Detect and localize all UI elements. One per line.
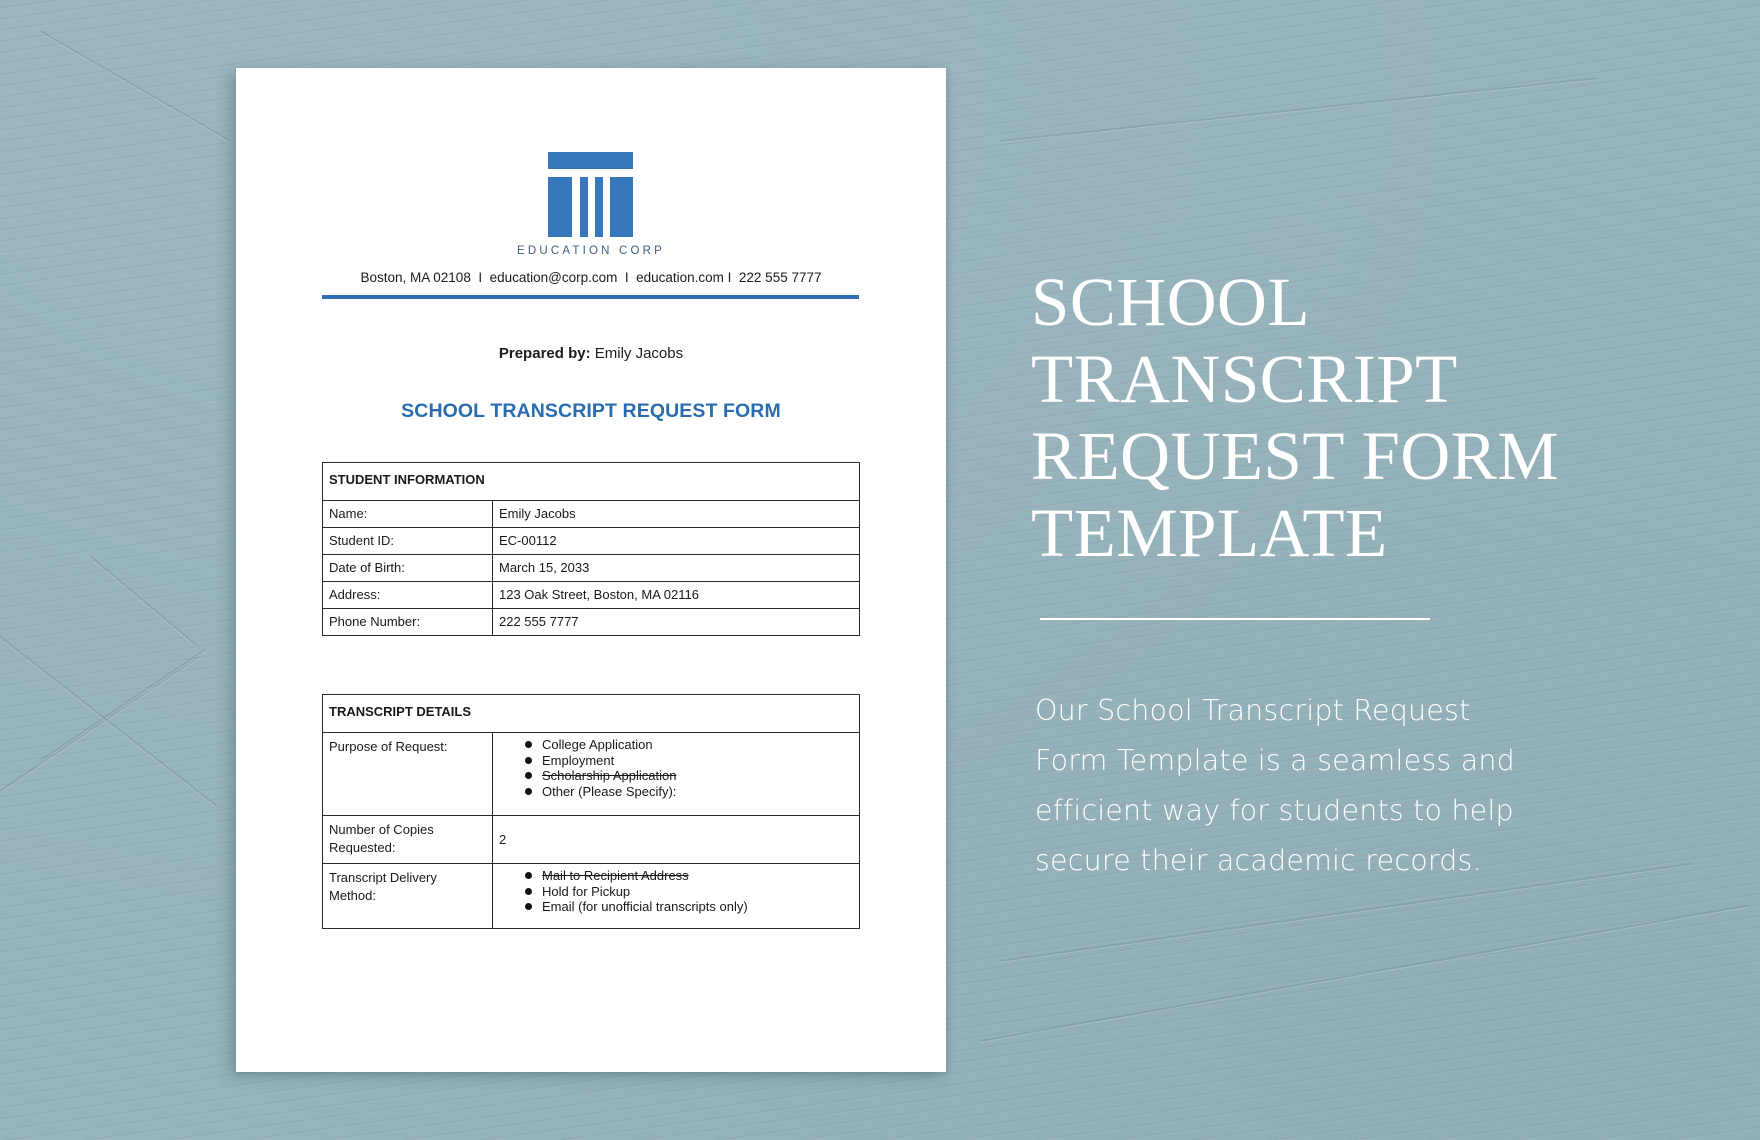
logo-column: [595, 177, 603, 237]
brand-name: EDUCATION CORP: [516, 245, 666, 257]
list-item: College Application: [525, 737, 853, 753]
list-item-struck: Mail to Recipient Address: [525, 868, 853, 884]
table-row: [323, 555, 860, 582]
promo-description-line: efficient way for students to help: [1035, 794, 1514, 827]
section-heading: STUDENT INFORMATION: [323, 463, 860, 501]
brush-stroke: [89, 555, 198, 647]
table-header-row: [323, 695, 860, 733]
prepared-by-label: Prepared by:: [498, 345, 591, 362]
field-label: Address:: [323, 582, 493, 609]
field-value-phone: 222 555 7777: [493, 609, 860, 636]
promo-title-line: TEMPLATE: [1031, 495, 1388, 571]
prepared-by-value: Emily Jacobs: [594, 345, 684, 362]
section-heading: TRANSCRIPT DETAILS: [323, 695, 860, 733]
table-row: [323, 582, 860, 609]
field-value-copies: 2: [493, 816, 860, 864]
list-item: Other (Please Specify):: [525, 784, 853, 800]
field-value-address: 123 Oak Street, Boston, MA 02116: [493, 582, 860, 609]
list-item-struck: Scholarship Application: [525, 768, 853, 784]
logo-column: [610, 177, 633, 237]
table-row: [323, 528, 860, 555]
table-row: [323, 864, 860, 929]
field-label: Date of Birth:: [323, 555, 493, 582]
promo-description: [1035, 686, 1635, 886]
student-information-table: [322, 462, 860, 636]
field-label: Purpose of Request:: [323, 733, 493, 816]
promo-title: [1031, 264, 1671, 572]
document-title: SCHOOL TRANSCRIPT REQUEST FORM: [401, 400, 781, 422]
brush-stroke: [39, 648, 206, 761]
transcript-details-table: [322, 694, 860, 929]
logo-column: [548, 177, 572, 237]
promo-title-line: SCHOOL: [1031, 264, 1311, 340]
logo-column: [580, 177, 588, 237]
table-row: [323, 733, 860, 816]
table-row: [323, 816, 860, 864]
field-value-student-id: EC-00112: [493, 528, 860, 555]
field-label: Name:: [323, 501, 493, 528]
field-value-name: Emily Jacobs: [493, 501, 860, 528]
brush-stroke: [0, 656, 200, 792]
list-item: Hold for Pickup: [525, 884, 853, 900]
table-row: [323, 609, 860, 636]
document-page: [236, 68, 946, 1072]
list-item: Email (for unofficial transcripts only): [525, 899, 853, 915]
delivery-list: [499, 868, 853, 915]
promo-divider: [1040, 618, 1430, 620]
field-label: Transcript Delivery Method:: [323, 864, 493, 929]
brush-stroke: [40, 30, 232, 142]
logo-top-bar: [548, 152, 633, 169]
brush-stroke: [1000, 77, 1597, 142]
purpose-list: [499, 737, 853, 799]
field-label: Number of Copies Requested:: [323, 816, 493, 864]
promo-title-line: REQUEST FORM: [1031, 418, 1560, 494]
promo-description-line: Form Template is a seamless and: [1035, 744, 1515, 777]
field-value-date-of-birth: March 15, 2033: [493, 555, 860, 582]
field-label: Student ID:: [323, 528, 493, 555]
prepared-by: [236, 345, 946, 362]
pillar-logo-icon: [548, 152, 633, 237]
delivery-options: [493, 864, 860, 929]
brush-stroke: [980, 905, 1748, 1042]
promo-description-line: Our School Transcript Request: [1035, 694, 1471, 727]
field-label: Phone Number:: [323, 609, 493, 636]
header-divider: [322, 295, 859, 299]
promo-title-line: TRANSCRIPT: [1031, 341, 1458, 417]
list-item: Employment: [525, 753, 853, 769]
contact-line: Boston, MA 02108 I education@corp.com I education.com I 222 555 7777: [360, 270, 822, 285]
table-header-row: [323, 463, 860, 501]
table-row: [323, 501, 860, 528]
purpose-options: [493, 733, 860, 816]
promo-description-line: secure their academic records.: [1035, 844, 1482, 877]
